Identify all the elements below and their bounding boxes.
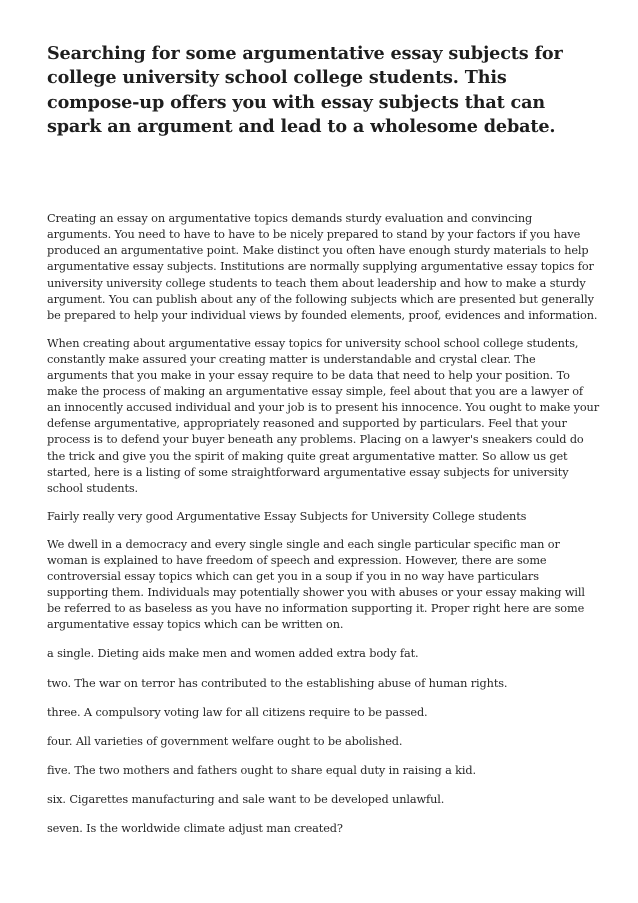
section-heading-good-subjects: Fairly really very good Argumentative Essay Subjects for University College students bbox=[47, 509, 527, 523]
list-item: two. The war on terror has contributed to the establishing abuse of human rights. bbox=[47, 676, 508, 690]
document-body bbox=[47, 211, 599, 837]
paragraph-democracy: We dwell in a democracy and every single single and each single particular specific man or woman is explained to have freedom of speech and expression. However, there are some controversial essay topics which can get you in a soup if you in no way have particulars supporting them. Individuals may potentially shower you with abuses or your essay making will be referred to as baseless as you have no information supporting it. Proper right here are some argumentative essay topics which can be written on. bbox=[47, 537, 585, 632]
topics-list bbox=[47, 646, 599, 837]
paragraph-lawyer-analogy: When creating about argumentative essay topics for university school school college students, constantly make assured your creating matter is understandable and crystal clear. The arguments that you make in your essay require to be data that need to help your position. To make the process of making an argumentative essay simple, feel about that you are a lawyer of an innocently accused individual and your job is to present his innocence. You ought to make your defense argumentative, appropriately reasoned and supported by particulars. Feel that your process is to defend your buyer beneath any problems. Placing on a lawyer's sneakers could do the trick and give you the spirit of making quite great argumentative matter. So allow us get started, here is a listing of some straightforward argumentative essay subjects for university school students. bbox=[47, 336, 599, 495]
paragraph-intro: Creating an essay on argumentative topics demands sturdy evaluation and convincing arguments. You need to have to have to be nicely prepared to stand by your factors if you have produced an argumentative point. Make distinct you often have enough sturdy materials to help argumentative essay subjects. Institutions are normally supplying argumentative essay topics for university university college students to teach them about leadership and how to make a sturdy argument. You can publish about any of the following subjects which are presented but generally be prepared to help your individual views by founded elements, proof, evidences and information. bbox=[47, 212, 598, 322]
list-item: five. The two mothers and fathers ought to share equal duty in raising a kid. bbox=[47, 763, 476, 777]
list-item: a single. Dieting aids make men and women added extra body fat. bbox=[47, 647, 419, 661]
list-item: six. Cigarettes manufacturing and sale want to be developed unlawful. bbox=[47, 792, 445, 806]
document-title: Searching for some argumentative essay subjects for college university school college students. This compose-up offers you with essay subjects that can spark an argument and lead to a wholesome debate. bbox=[47, 43, 563, 137]
list-item: seven. Is the worldwide climate adjust man created? bbox=[47, 822, 343, 835]
list-item: four. All varieties of government welfare ought to be abolished. bbox=[47, 734, 403, 748]
list-item: three. A compulsory voting law for all citizens require to be passed. bbox=[47, 705, 428, 719]
